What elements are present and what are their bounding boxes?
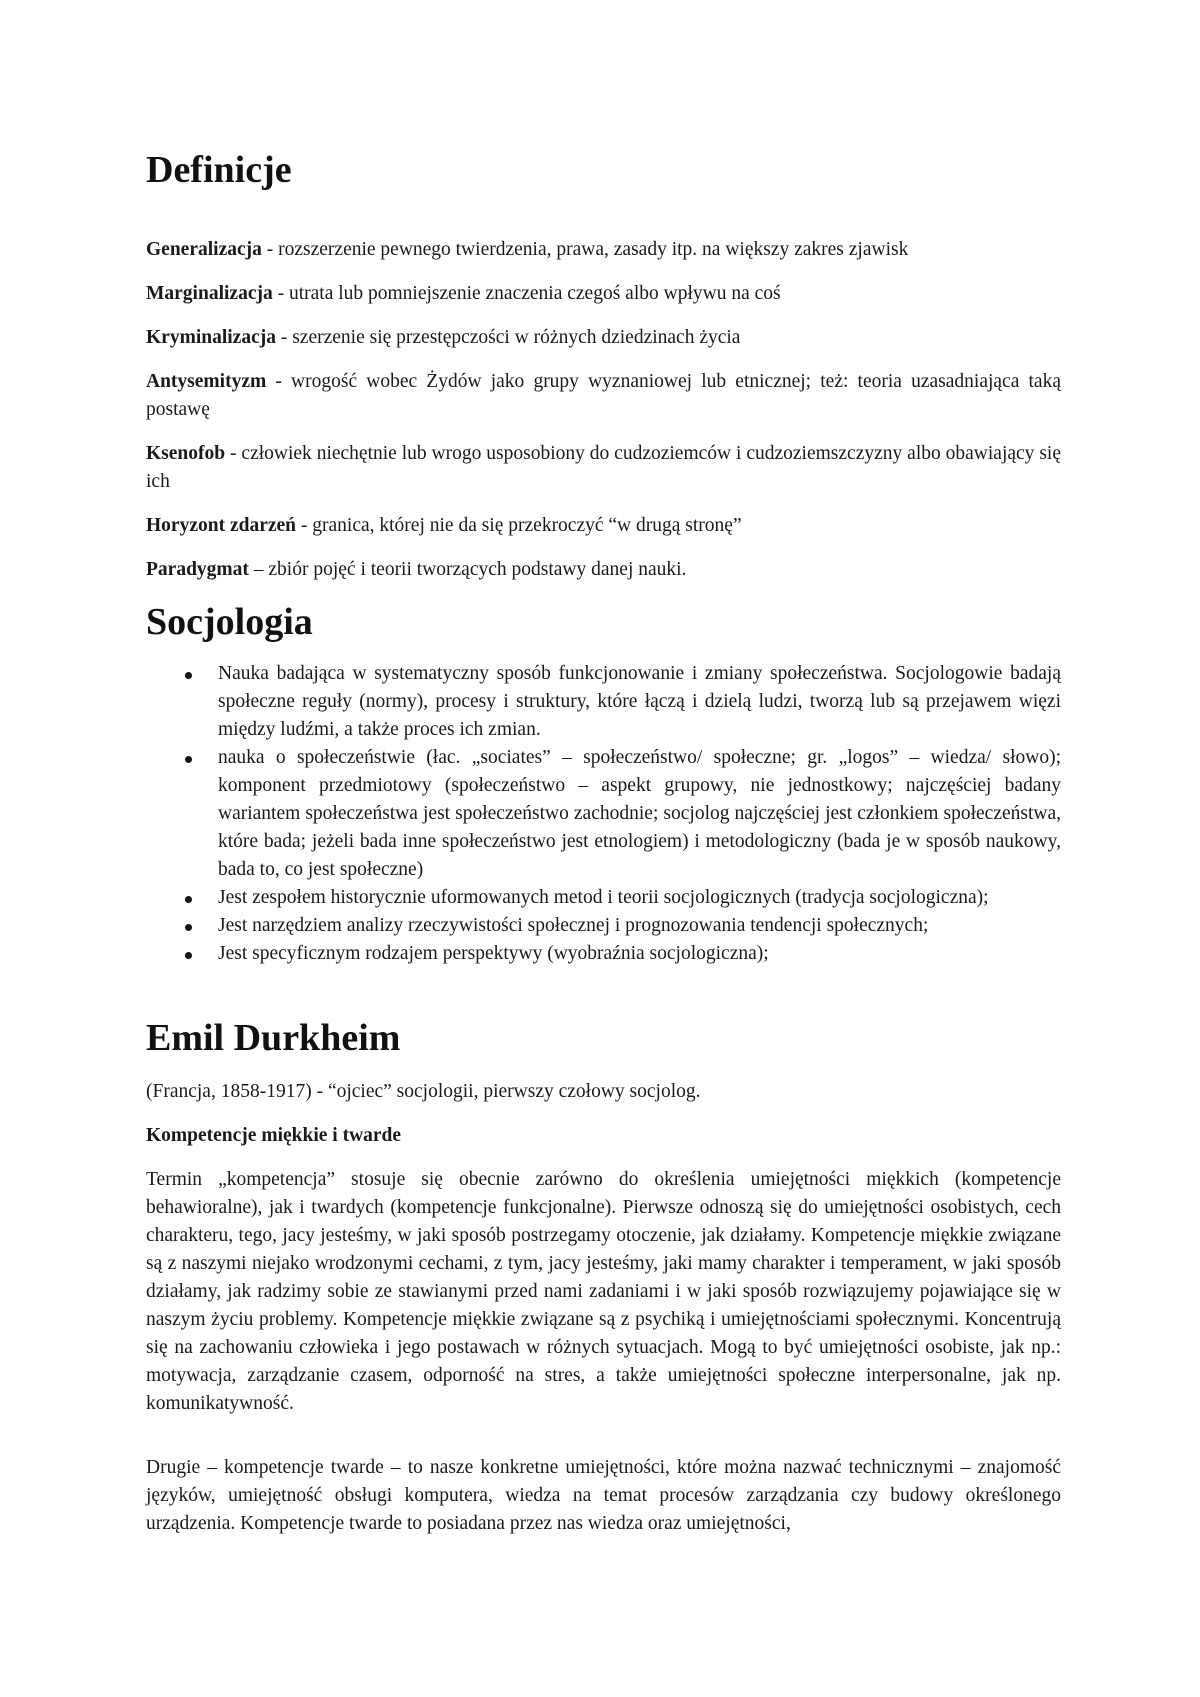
definition-kryminalizacja bbox=[146, 324, 1061, 352]
bullet-text: Nauka badająca w systematyczny sposób funkcjonowanie i zmiany społeczeństwa. Socjologowie badają społeczne reguły (normy), procesy i struktury, które łączą i dzielą ludzi, tworzą lub są przejawem więzi między ludźmi, a także proces ich zmian. bbox=[218, 663, 1061, 740]
list-item bbox=[146, 912, 1061, 940]
definition-term: Horyzont zdarzeń bbox=[146, 515, 297, 536]
definition-term: Generalizacja bbox=[146, 239, 262, 260]
list-item bbox=[146, 744, 1061, 884]
definition-text: - utrata lub pomniejszenie znaczenia czegoś albo wpływu na coś bbox=[272, 283, 781, 304]
definition-term: Marginalizacja bbox=[146, 283, 273, 304]
heading-emil-durkheim: Emil Durkheim bbox=[146, 1017, 401, 1059]
bullet-text: Jest zespołem historycznie uformowanych metod i teorii socjologicznych (tradycja socjologiczna); bbox=[218, 887, 989, 908]
definition-text: - granica, której nie da się przekroczyć “w drugą stronę” bbox=[296, 515, 742, 536]
definition-ksenofob bbox=[146, 440, 1061, 496]
bullet-text: Jest narzędziem analizy rzeczywistości społecznej i prognozowania tendencji społecznych; bbox=[218, 915, 929, 936]
definition-antysemityzm bbox=[146, 368, 1061, 424]
heading-definicje: Definicje bbox=[146, 149, 292, 191]
list-item bbox=[146, 884, 1061, 912]
bullet-text: nauka o społeczeństwie (łac. „sociates” – społeczeństwo/ społeczne; gr. „logos” – wiedza/ słowo); komponent przedmiotowy (społeczeństwo – aspekt grupowy, nie jednostkowy; najczęściej badany wariantem społeczeństwa jest społeczeństwo zachodnie; socjolog najczęściej jest członkiem społeczeństwa, które bada; jeżeli bada inne społeczeństwo jest etnologiem) i metodologiczny (bada je w sposób naukowy, bada to, co jest społeczne) bbox=[218, 747, 1061, 880]
paragraph-kompetencje-twarde: Drugie – kompetencje twarde – to nasze konkretne umiejętności, które można nazwać technicznymi – znajomość języków, umiejętność obsługi komputera, wiedza na temat procesów zarządzania czy budowy określonego urządzenia. Kompetencje twarde to posiadana przez nas wiedza oraz umiejętności, bbox=[146, 1457, 1061, 1534]
definition-text: – zbiór pojęć i teorii tworzących podstawy danej nauki. bbox=[248, 559, 687, 580]
heading-socjologia: Socjologia bbox=[146, 601, 313, 643]
bullet-icon bbox=[185, 924, 192, 931]
definition-text: - człowiek niechętnie lub wrogo usposobiony do cudzoziemców i cudzoziemszczyzny albo obawiający się ich bbox=[146, 443, 1061, 492]
definition-generalizacja bbox=[146, 236, 1061, 264]
definition-horyzont-zdarzen bbox=[146, 512, 1061, 540]
definition-text: - szerzenie się przestępczości w różnych dziedzinach życia bbox=[275, 327, 741, 348]
definition-term: Kryminalizacja bbox=[146, 327, 276, 348]
definition-term: Antysemityzm bbox=[146, 371, 267, 392]
bullet-icon bbox=[185, 756, 192, 763]
durkheim-intro: (Francja, 1858-1917) - “ojciec” socjologii, pierwszy czołowy socjolog. bbox=[146, 1081, 701, 1102]
definition-paradygmat bbox=[146, 556, 1061, 584]
definition-marginalizacja bbox=[146, 280, 1061, 308]
paragraph-kompetencje-miekkie: Termin „kompetencja” stosuje się obecnie zarówno do określenia umiejętności miękkich (kompetencje behawioralne), jak i twardych (kompetencje funkcjonalne). Pierwsze odnoszą się do umiejętności osobistych, cech charakteru, tego, jacy jesteśmy, w jaki sposób postrzegamy otoczenie, jak działamy. Kompetencje miękkie związane są z naszymi niejako wrodzonymi cechami, z tym, jacy jesteśmy, jaki mamy charakter i temperament, w jaki sposób działamy, jak radzimy sobie ze stawianymi przed nami zadaniami i w jaki sposób rozwiązujemy pojawiające się w naszym życiu problemy. Kompetencje miękkie związane są z psychiką i umiejętnościami społecznymi. Koncentrują się na zachowaniu człowieka i jego postawach w różnych sytuacjach. Mogą to być umiejętności osobiste, jak np.: motywacja, zarządzanie czasem, odporność na stres, a także umiejętności społeczne interpersonalne, jak np. komunikatywność. bbox=[146, 1169, 1061, 1414]
list-item bbox=[146, 660, 1061, 744]
subheading-kompetencje: Kompetencje miękkie i twarde bbox=[146, 1125, 402, 1146]
list-item bbox=[146, 940, 1061, 968]
bullet-icon bbox=[185, 896, 192, 903]
bullet-icon bbox=[185, 952, 192, 959]
definition-term: Ksenofob bbox=[146, 443, 226, 464]
definition-text: - wrogość wobec Żydów jako grupy wyznaniowej lub etnicznej; też: teoria uzasadniająca taką postawę bbox=[146, 371, 1061, 420]
definition-term: Paradygmat bbox=[146, 559, 249, 580]
bullet-text: Jest specyficznym rodzajem perspektywy (wyobraźnia socjologiczna); bbox=[218, 943, 769, 964]
definition-text: - rozszerzenie pewnego twierdzenia, prawa, zasady itp. na większy zakres zjawisk bbox=[261, 239, 909, 260]
bullet-icon bbox=[185, 672, 192, 679]
sociology-bullet-list bbox=[146, 660, 1061, 968]
